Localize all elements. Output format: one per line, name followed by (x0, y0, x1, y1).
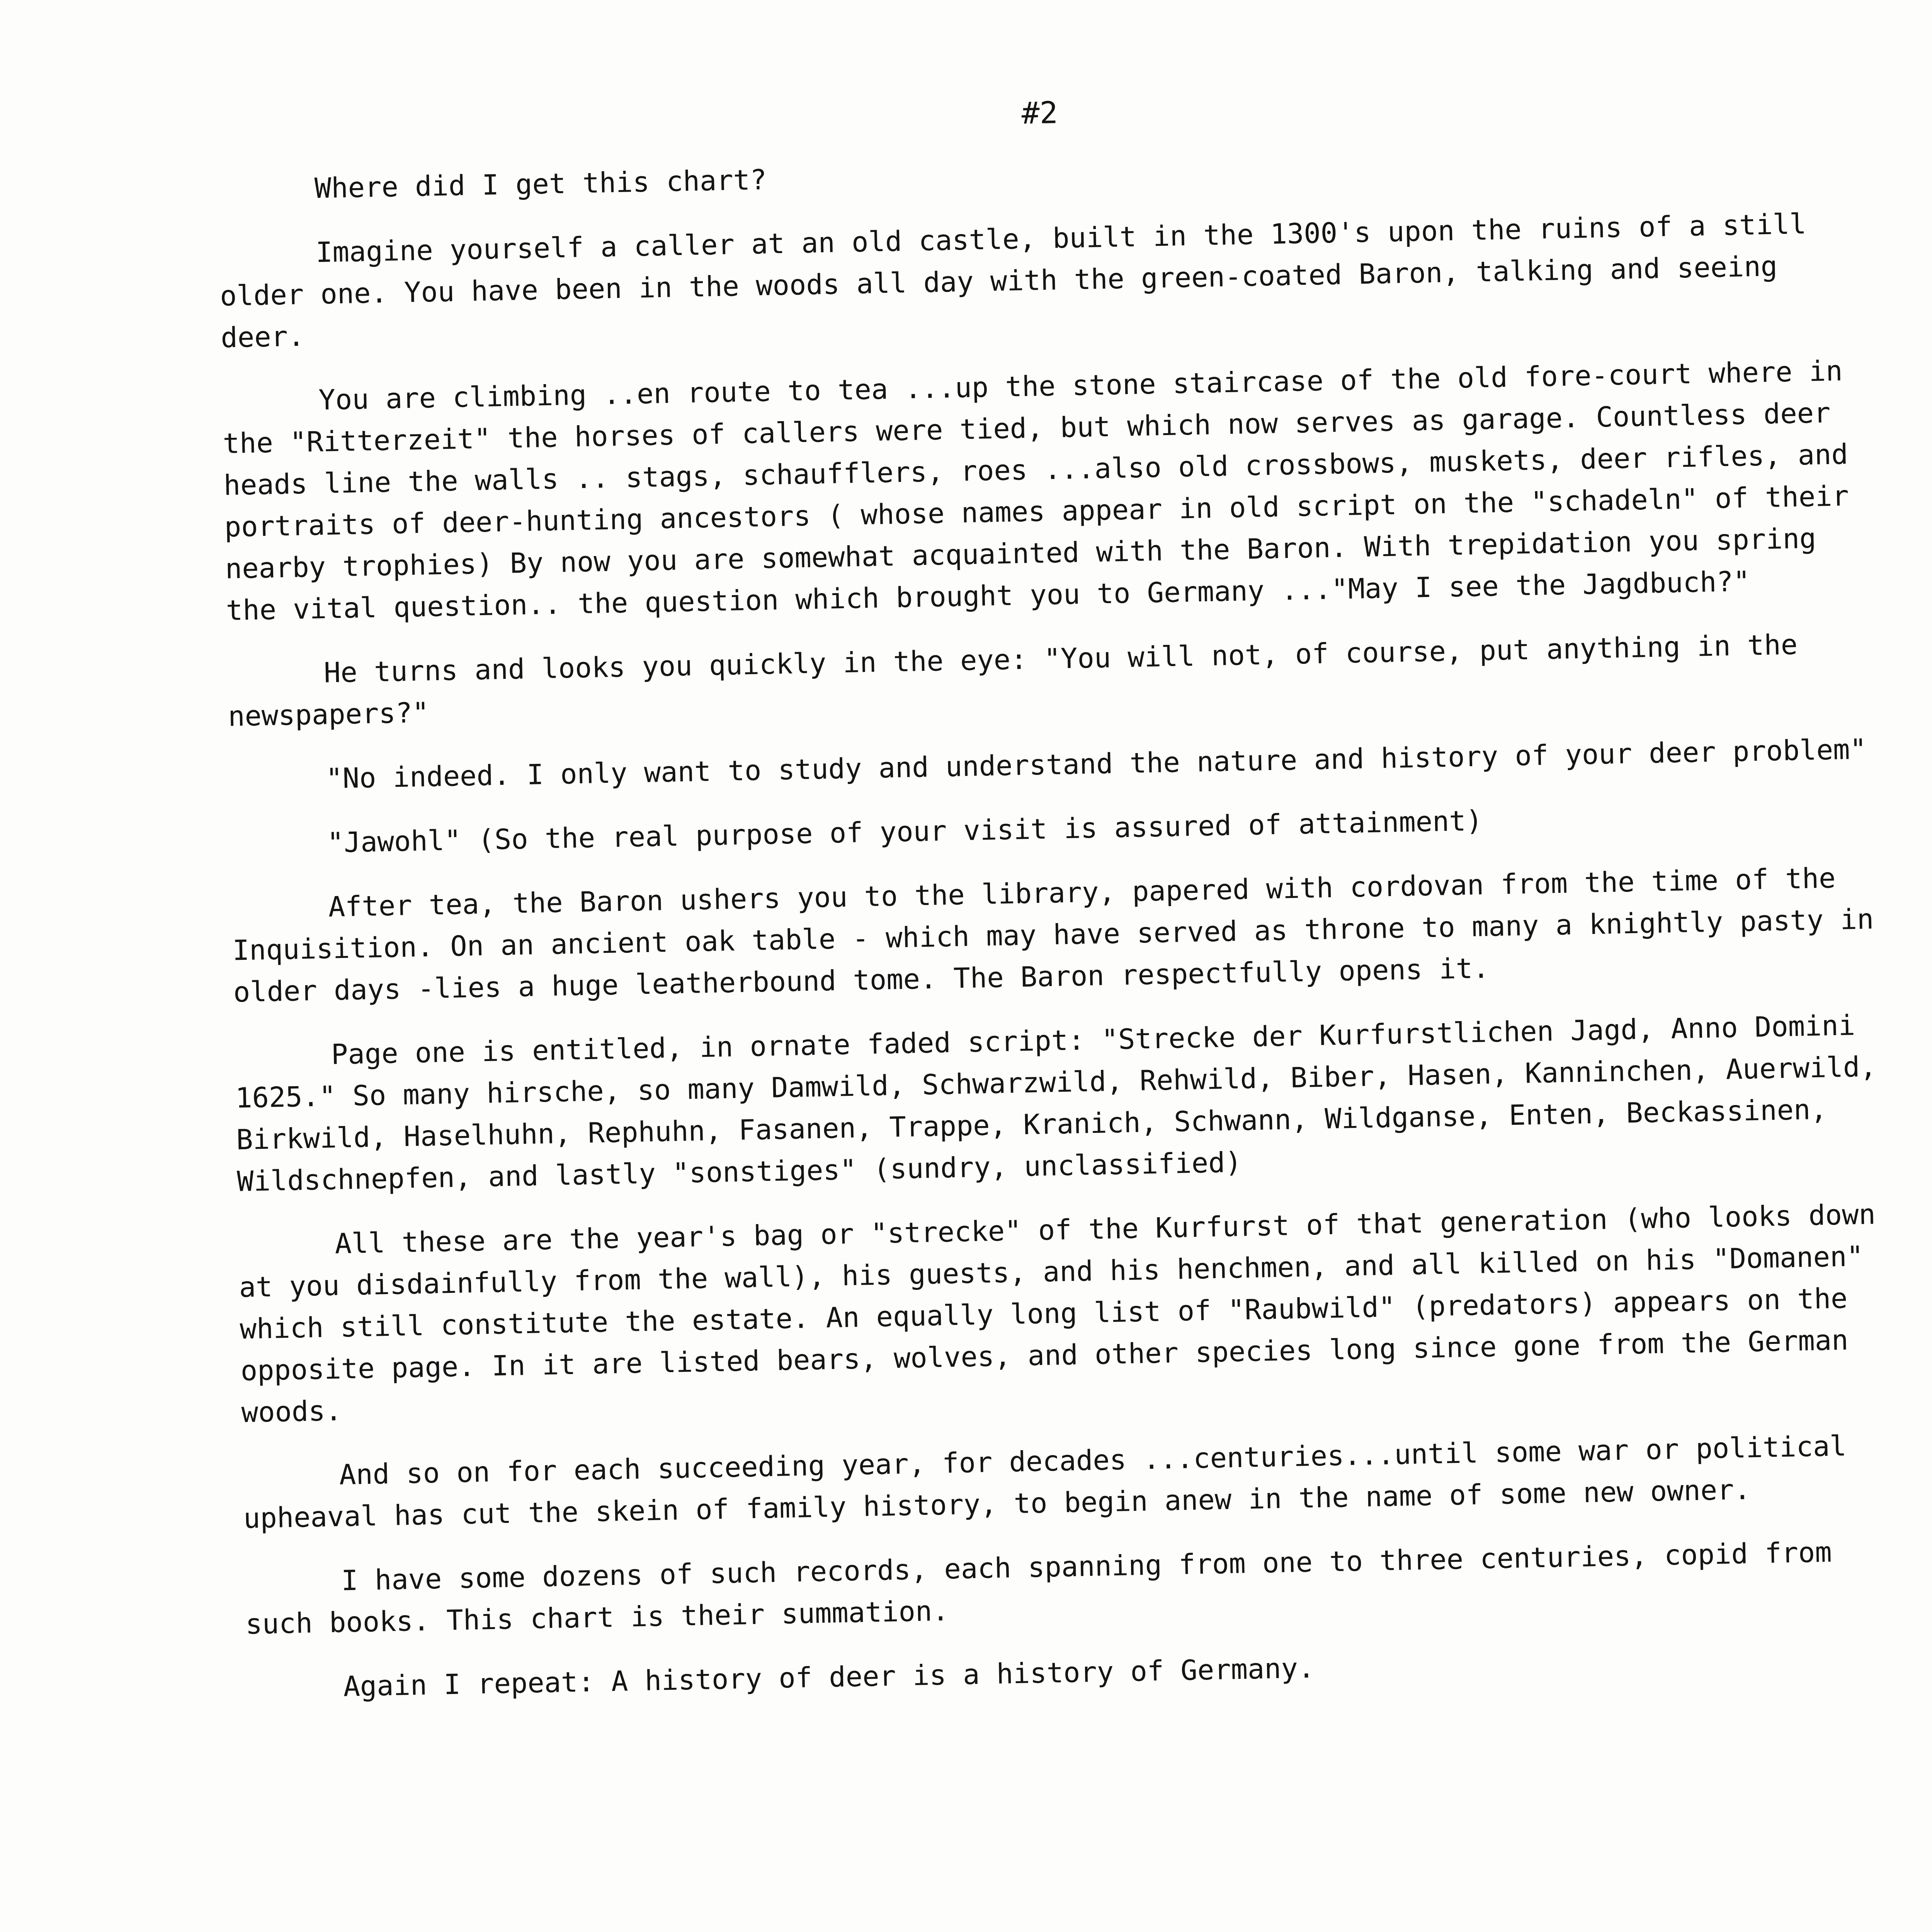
paragraph-records: I have some dozens of such records, each spanning from one to three centuries, copid from such books. This chart is their summation. (245, 1536, 1832, 1641)
typed-letter-body (216, 77, 1893, 1731)
paragraph-jawohl: "Jawohl" (So the real purpose of your visit is assured of attainment) (327, 804, 1483, 859)
paragraph-succeeding-years: And so on for each succeeding year, for decades ...centuries...until some war or political upheaval has cut the skein of family history, to begin anew in the name of some new owner. (243, 1429, 1847, 1535)
page-number: #2 (1021, 95, 1058, 131)
paragraph-castle-caller: Imagine yourself a caller at an old castle, built in the 1300's upon the ruins of a still older one. You have been in the woods all day with the green-coated Baron, talking and seeing deer. (219, 207, 1807, 354)
paragraph-question: Where did I get this chart? (314, 163, 767, 205)
paragraph-no-indeed: "No indeed. I only want to study and understand the nature and history of your deer problem" (325, 733, 1867, 795)
paragraph-library: After tea, the Baron ushers you to the library, papered with cordovan from the time of the Inquisition. On an ancient oak table - which may have served as throne to many a knightly pasty in older days -lies a huge leatherbound tome. The Baron respectfully opens it. (232, 861, 1874, 1009)
paragraph-years-bag: All these are the year's bag or "strecke" of the Kurfurst of that generation (who looks down at you disdainfully from the wall), his guests, and his henchmen, and all killed on his "Domanen" which still constitute the estate. An equally long list of "Raubwild" (predators) appears on the opposite page. In it are listed bears, wolves, and other species long since gone from the German woods. (238, 1198, 1876, 1429)
paragraph-conclusion: Again I repeat: A history of deer is a history of Germany. (343, 1651, 1315, 1703)
paragraph-page-one: Page one is entitled, in ornate faded script: "Strecke der Kurfurstlichen Jagd, Anno Domini 1625." So many hirsche, so many Damwild, Schwarzwild, Rehwild, Biber, Hasen, Kanninchen, Auerwild, Birkwild, Haselhuhn, Rephuhn, Fasanen, Trappe, Kranich, Schwann, Wildganse, Enten, Beckassinen, Wildschnepfen, and lastly "sonstiges" (sundry, unclassified) (235, 1009, 1877, 1198)
paragraph-baron-reply: He turns and looks you quickly in the eye: "You will not, of course, put anything in the newspapers?" (228, 628, 1798, 733)
paragraph-staircase: You are climbing ..en route to tea ...up the stone staircase of the old fore-court where in the "Ritterzeit" the horses of callers were tied, but which now serves as garage. Countless deer heads line the walls .. stags, schaufflers, roes ...also old crossbows, muskets, deer rifles, and portraits of deer-hunting ancestors ( whose names appear in old script on the "schadeln" of their nearby trophies) By now you are somewhat acquainted with the Baron. With trepidation you spring the vital question.. the question which brought you to Germany ..."May I see the Jagdbuch?" (222, 354, 1849, 627)
